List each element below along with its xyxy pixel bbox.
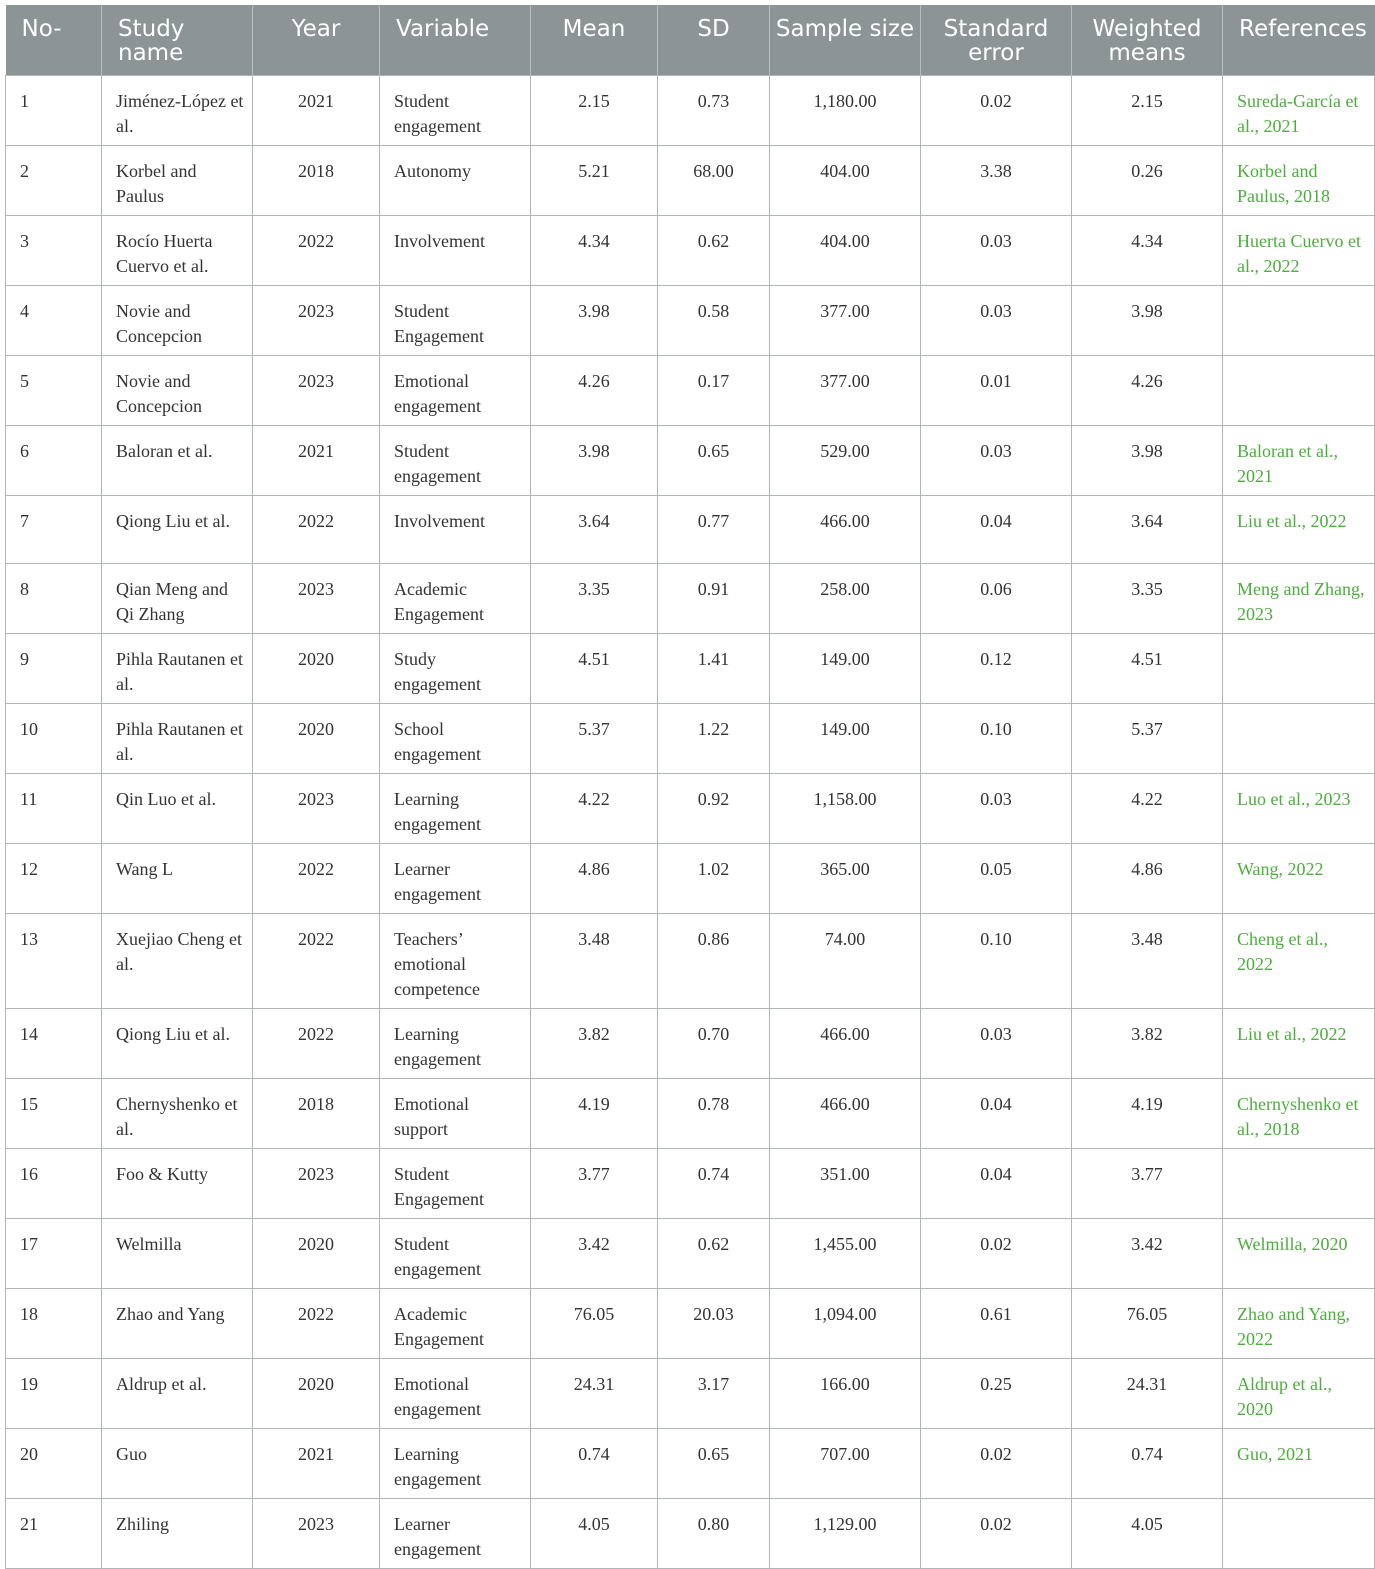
cell-year: 2020 (253, 1218, 380, 1288)
cell-year: 2021 (253, 1428, 380, 1498)
cell-weighted-means: 24.31 (1072, 1358, 1223, 1428)
cell-variable: Emotional engagement (380, 1358, 531, 1428)
cell-standard-error: 0.02 (921, 1218, 1072, 1288)
cell-variable: Learning engagement (380, 1428, 531, 1498)
cell-no: 1 (6, 75, 102, 145)
table-row (6, 913, 1375, 1008)
cell-year: 2020 (253, 1358, 380, 1428)
cell-variable: Learning engagement (380, 1008, 531, 1078)
cell-study-name: Pihla Rautanen et al. (102, 703, 253, 773)
cell-no: 21 (6, 1498, 102, 1568)
cell-year: 2021 (253, 425, 380, 495)
cell-sd: 0.86 (658, 913, 770, 1008)
cell-year: 2022 (253, 495, 380, 563)
cell-reference[interactable]: Zhao and Yang, 2022 (1223, 1288, 1375, 1358)
cell-weighted-means: 3.64 (1072, 495, 1223, 563)
cell-weighted-means: 3.42 (1072, 1218, 1223, 1288)
cell-standard-error: 0.25 (921, 1358, 1072, 1428)
cell-mean: 3.98 (531, 425, 658, 495)
cell-sd: 1.02 (658, 843, 770, 913)
cell-mean: 2.15 (531, 75, 658, 145)
table-row (6, 1008, 1375, 1078)
cell-weighted-means: 2.15 (1072, 75, 1223, 145)
table-row (6, 1498, 1375, 1568)
cell-study-name: Qiong Liu et al. (102, 1008, 253, 1078)
cell-no: 13 (6, 913, 102, 1008)
cell-study-name: Qian Meng and Qi Zhang (102, 563, 253, 633)
cell-sample-size: 466.00 (770, 495, 921, 563)
cell-reference (1223, 355, 1375, 425)
cell-no: 14 (6, 1008, 102, 1078)
cell-weighted-means: 3.48 (1072, 913, 1223, 1008)
cell-reference[interactable]: Huerta Cuervo et al., 2022 (1223, 215, 1375, 285)
cell-mean: 5.21 (531, 145, 658, 215)
cell-study-name: Foo & Kutty (102, 1148, 253, 1218)
cell-sample-size: 1,129.00 (770, 1498, 921, 1568)
cell-year: 2022 (253, 215, 380, 285)
cell-sd: 0.78 (658, 1078, 770, 1148)
cell-no: 15 (6, 1078, 102, 1148)
cell-weighted-means: 4.51 (1072, 633, 1223, 703)
cell-no: 7 (6, 495, 102, 563)
cell-reference[interactable]: Liu et al., 2022 (1223, 495, 1375, 563)
table-row (6, 1148, 1375, 1218)
cell-study-name: Zhiling (102, 1498, 253, 1568)
cell-reference (1223, 703, 1375, 773)
cell-no: 18 (6, 1288, 102, 1358)
cell-mean: 3.64 (531, 495, 658, 563)
header-no: No- (6, 5, 102, 75)
cell-weighted-means: 76.05 (1072, 1288, 1223, 1358)
cell-weighted-means: 3.35 (1072, 563, 1223, 633)
cell-weighted-means: 3.98 (1072, 285, 1223, 355)
cell-mean: 3.48 (531, 913, 658, 1008)
header-references: References (1223, 5, 1375, 75)
cell-reference[interactable]: Cheng et al., 2022 (1223, 913, 1375, 1008)
cell-no: 8 (6, 563, 102, 633)
cell-sample-size: 529.00 (770, 425, 921, 495)
cell-standard-error: 0.02 (921, 75, 1072, 145)
cell-year: 2018 (253, 145, 380, 215)
cell-standard-error: 0.04 (921, 1148, 1072, 1218)
cell-weighted-means: 4.26 (1072, 355, 1223, 425)
cell-standard-error: 0.12 (921, 633, 1072, 703)
cell-sample-size: 377.00 (770, 355, 921, 425)
cell-reference[interactable]: Baloran et al., 2021 (1223, 425, 1375, 495)
cell-sample-size: 149.00 (770, 633, 921, 703)
cell-no: 5 (6, 355, 102, 425)
cell-study-name: Pihla Rautanen et al. (102, 633, 253, 703)
cell-study-name: Korbel and Paulus (102, 145, 253, 215)
table-row (6, 843, 1375, 913)
cell-reference (1223, 633, 1375, 703)
cell-year: 2022 (253, 843, 380, 913)
cell-reference[interactable]: Korbel and Paulus, 2018 (1223, 145, 1375, 215)
cell-standard-error: 0.61 (921, 1288, 1072, 1358)
cell-variable: Autonomy (380, 145, 531, 215)
cell-reference (1223, 1498, 1375, 1568)
table-row (6, 1428, 1375, 1498)
cell-mean: 3.82 (531, 1008, 658, 1078)
cell-variable: Academic Engagement (380, 563, 531, 633)
cell-sd: 68.00 (658, 145, 770, 215)
header-year: Year (253, 5, 380, 75)
cell-sd: 3.17 (658, 1358, 770, 1428)
cell-weighted-means: 4.22 (1072, 773, 1223, 843)
cell-reference[interactable]: Wang, 2022 (1223, 843, 1375, 913)
cell-no: 12 (6, 843, 102, 913)
cell-variable: Emotional support (380, 1078, 531, 1148)
cell-standard-error: 0.04 (921, 495, 1072, 563)
cell-standard-error: 0.05 (921, 843, 1072, 913)
cell-standard-error: 0.03 (921, 425, 1072, 495)
cell-mean: 3.77 (531, 1148, 658, 1218)
cell-no: 6 (6, 425, 102, 495)
cell-mean: 76.05 (531, 1288, 658, 1358)
cell-study-name: Wang L (102, 843, 253, 913)
cell-sample-size: 166.00 (770, 1358, 921, 1428)
table-row (6, 355, 1375, 425)
cell-reference[interactable]: Welmilla, 2020 (1223, 1218, 1375, 1288)
cell-no: 9 (6, 633, 102, 703)
table-header (6, 5, 1375, 75)
cell-standard-error: 0.01 (921, 355, 1072, 425)
cell-sample-size: 1,094.00 (770, 1288, 921, 1358)
cell-weighted-means: 0.26 (1072, 145, 1223, 215)
cell-study-name: Baloran et al. (102, 425, 253, 495)
cell-study-name: Aldrup et al. (102, 1358, 253, 1428)
cell-standard-error: 0.03 (921, 215, 1072, 285)
cell-sd: 0.70 (658, 1008, 770, 1078)
cell-study-name: Chernyshenko et al. (102, 1078, 253, 1148)
cell-mean: 4.19 (531, 1078, 658, 1148)
table-row (6, 75, 1375, 145)
cell-standard-error: 0.03 (921, 1008, 1072, 1078)
cell-sample-size: 149.00 (770, 703, 921, 773)
cell-sd: 0.65 (658, 425, 770, 495)
cell-sd: 0.80 (658, 1498, 770, 1568)
cell-mean: 4.34 (531, 215, 658, 285)
cell-variable: Learner engagement (380, 1498, 531, 1568)
cell-sample-size: 707.00 (770, 1428, 921, 1498)
cell-variable: Academic Engagement (380, 1288, 531, 1358)
cell-year: 2023 (253, 355, 380, 425)
cell-variable: Student engagement (380, 75, 531, 145)
cell-sample-size: 466.00 (770, 1008, 921, 1078)
header-study-name: Study name (102, 5, 253, 75)
cell-study-name: Zhao and Yang (102, 1288, 253, 1358)
cell-sd: 0.77 (658, 495, 770, 563)
cell-variable: Teachers’ emotional competence (380, 913, 531, 1008)
cell-sd: 0.62 (658, 215, 770, 285)
header-standard-error: Standard error (921, 5, 1072, 75)
cell-mean: 0.74 (531, 1428, 658, 1498)
cell-variable: Student Engagement (380, 1148, 531, 1218)
cell-year: 2020 (253, 703, 380, 773)
cell-no: 17 (6, 1218, 102, 1288)
header-row (6, 5, 1375, 75)
cell-variable: Involvement (380, 495, 531, 563)
cell-year: 2021 (253, 75, 380, 145)
cell-no: 4 (6, 285, 102, 355)
cell-sd: 0.73 (658, 75, 770, 145)
cell-standard-error: 3.38 (921, 145, 1072, 215)
cell-variable: Student engagement (380, 1218, 531, 1288)
cell-study-name: Guo (102, 1428, 253, 1498)
table-row (6, 1078, 1375, 1148)
cell-mean: 4.22 (531, 773, 658, 843)
cell-mean: 4.26 (531, 355, 658, 425)
cell-standard-error: 0.10 (921, 703, 1072, 773)
header-sample-size: Sample size (770, 5, 921, 75)
cell-mean: 4.86 (531, 843, 658, 913)
cell-study-name: Qin Luo et al. (102, 773, 253, 843)
table-row (6, 703, 1375, 773)
cell-year: 2023 (253, 1498, 380, 1568)
cell-mean: 4.05 (531, 1498, 658, 1568)
table-row (6, 425, 1375, 495)
cell-sd: 0.92 (658, 773, 770, 843)
cell-year: 2023 (253, 285, 380, 355)
cell-reference (1223, 1148, 1375, 1218)
cell-study-name: Welmilla (102, 1218, 253, 1288)
cell-variable: Study engagement (380, 633, 531, 703)
cell-reference[interactable]: Chernyshenko et al., 2018 (1223, 1078, 1375, 1148)
cell-mean: 3.98 (531, 285, 658, 355)
cell-study-name: Jiménez-López et al. (102, 75, 253, 145)
table-row (6, 633, 1375, 703)
cell-sample-size: 404.00 (770, 145, 921, 215)
cell-sample-size: 377.00 (770, 285, 921, 355)
table-row (6, 773, 1375, 843)
header-variable: Variable (380, 5, 531, 75)
cell-sample-size: 258.00 (770, 563, 921, 633)
cell-study-name: Xuejiao Cheng et al. (102, 913, 253, 1008)
cell-year: 2022 (253, 913, 380, 1008)
cell-mean: 24.31 (531, 1358, 658, 1428)
cell-variable: Student Engagement (380, 285, 531, 355)
cell-no: 3 (6, 215, 102, 285)
cell-variable: Learning engagement (380, 773, 531, 843)
cell-variable: Student engagement (380, 425, 531, 495)
cell-reference[interactable]: Luo et al., 2023 (1223, 773, 1375, 843)
cell-variable: Involvement (380, 215, 531, 285)
cell-sd: 20.03 (658, 1288, 770, 1358)
cell-standard-error: 0.02 (921, 1498, 1072, 1568)
cell-sd: 0.58 (658, 285, 770, 355)
cell-year: 2023 (253, 1148, 380, 1218)
table-body (6, 75, 1375, 1568)
cell-year: 2020 (253, 633, 380, 703)
cell-reference[interactable]: Sureda-García et al., 2021 (1223, 75, 1375, 145)
cell-no: 19 (6, 1358, 102, 1428)
cell-study-name: Qiong Liu et al. (102, 495, 253, 563)
cell-sample-size: 404.00 (770, 215, 921, 285)
cell-sd: 1.41 (658, 633, 770, 703)
cell-weighted-means: 3.77 (1072, 1148, 1223, 1218)
table-row (6, 145, 1375, 215)
header-mean: Mean (531, 5, 658, 75)
cell-study-name: Novie and Concepcion (102, 355, 253, 425)
cell-study-name: Novie and Concepcion (102, 285, 253, 355)
table-row (6, 1218, 1375, 1288)
cell-weighted-means: 4.19 (1072, 1078, 1223, 1148)
cell-no: 10 (6, 703, 102, 773)
studies-table (5, 5, 1375, 1569)
header-sd: SD (658, 5, 770, 75)
cell-standard-error: 0.06 (921, 563, 1072, 633)
cell-weighted-means: 3.98 (1072, 425, 1223, 495)
cell-mean: 3.35 (531, 563, 658, 633)
cell-sd: 0.62 (658, 1218, 770, 1288)
table-row (6, 563, 1375, 633)
cell-variable: Emotional engagement (380, 355, 531, 425)
cell-sample-size: 466.00 (770, 1078, 921, 1148)
cell-sample-size: 351.00 (770, 1148, 921, 1218)
cell-year: 2023 (253, 773, 380, 843)
table-row (6, 285, 1375, 355)
cell-reference[interactable]: Guo, 2021 (1223, 1428, 1375, 1498)
table-row (6, 215, 1375, 285)
cell-sd: 0.17 (658, 355, 770, 425)
cell-study-name: Rocío Huerta Cuervo et al. (102, 215, 253, 285)
cell-variable: Learner engagement (380, 843, 531, 913)
cell-sd: 0.65 (658, 1428, 770, 1498)
cell-no: 11 (6, 773, 102, 843)
cell-reference[interactable]: Liu et al., 2022 (1223, 1008, 1375, 1078)
cell-no: 16 (6, 1148, 102, 1218)
cell-year: 2022 (253, 1288, 380, 1358)
cell-sd: 0.91 (658, 563, 770, 633)
cell-sample-size: 74.00 (770, 913, 921, 1008)
cell-weighted-means: 0.74 (1072, 1428, 1223, 1498)
cell-reference (1223, 285, 1375, 355)
cell-mean: 3.42 (531, 1218, 658, 1288)
cell-weighted-means: 5.37 (1072, 703, 1223, 773)
cell-sample-size: 365.00 (770, 843, 921, 913)
header-weighted-means: Weighted means (1072, 5, 1223, 75)
cell-sample-size: 1,180.00 (770, 75, 921, 145)
cell-variable: School engagement (380, 703, 531, 773)
cell-standard-error: 0.10 (921, 913, 1072, 1008)
cell-standard-error: 0.03 (921, 773, 1072, 843)
table-row (6, 1288, 1375, 1358)
cell-mean: 4.51 (531, 633, 658, 703)
cell-weighted-means: 4.34 (1072, 215, 1223, 285)
cell-standard-error: 0.02 (921, 1428, 1072, 1498)
cell-standard-error: 0.04 (921, 1078, 1072, 1148)
cell-sample-size: 1,158.00 (770, 773, 921, 843)
cell-sd: 0.74 (658, 1148, 770, 1218)
cell-standard-error: 0.03 (921, 285, 1072, 355)
cell-sample-size: 1,455.00 (770, 1218, 921, 1288)
cell-year: 2022 (253, 1008, 380, 1078)
cell-year: 2018 (253, 1078, 380, 1148)
cell-no: 20 (6, 1428, 102, 1498)
cell-weighted-means: 4.05 (1072, 1498, 1223, 1568)
cell-mean: 5.37 (531, 703, 658, 773)
cell-weighted-means: 3.82 (1072, 1008, 1223, 1078)
table-row (6, 495, 1375, 563)
cell-weighted-means: 4.86 (1072, 843, 1223, 913)
cell-no: 2 (6, 145, 102, 215)
cell-year: 2023 (253, 563, 380, 633)
cell-reference[interactable]: Aldrup et al., 2020 (1223, 1358, 1375, 1428)
cell-reference[interactable]: Meng and Zhang, 2023 (1223, 563, 1375, 633)
table-row (6, 1358, 1375, 1428)
cell-sd: 1.22 (658, 703, 770, 773)
